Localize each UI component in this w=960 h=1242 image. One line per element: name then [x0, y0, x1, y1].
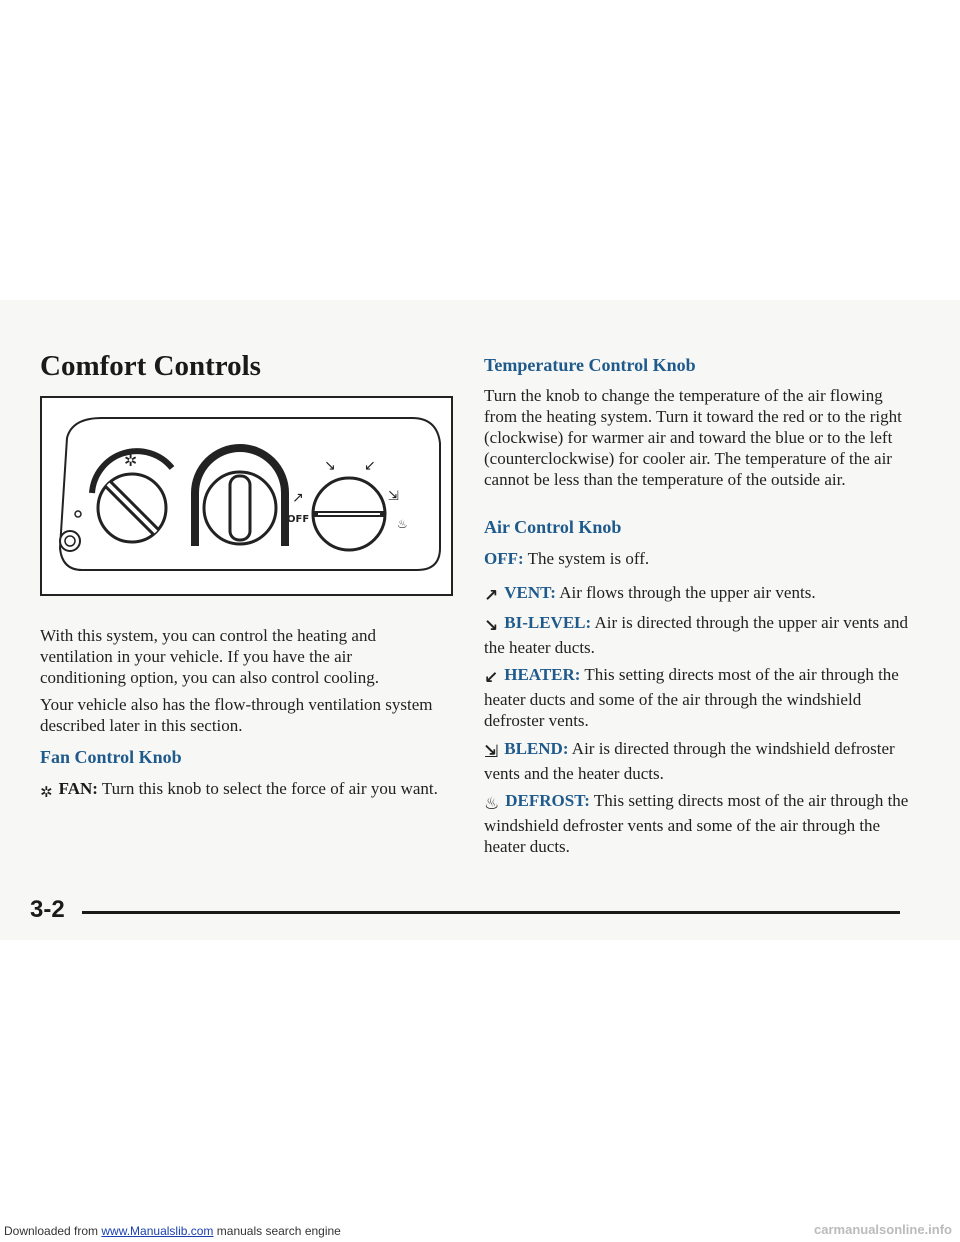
control-panel-illustration — [42, 398, 455, 598]
bilevel-text: Air is directed through the upper air vents and the heater ducts. — [484, 613, 908, 657]
defrost-text: This setting directs most of the air through the windshield defroster vents and some of the air through the heater ducts. — [484, 791, 909, 856]
fan-term: FAN: — [58, 779, 98, 798]
bilevel-term: BI-LEVEL: — [504, 613, 592, 632]
defrost-icon: ♨ — [484, 794, 500, 814]
bilevel-description — [484, 612, 914, 658]
fan-section-heading — [40, 747, 440, 768]
ac-button[interactable] — [60, 531, 80, 551]
ventilation-paragraph — [40, 694, 440, 736]
air-heading: Air Control Knob — [484, 517, 622, 537]
heater-icon: ↙ — [484, 668, 499, 688]
fan-heading: Fan Control Knob — [40, 747, 182, 767]
fan-icon: ✲ — [124, 451, 138, 470]
ventilation-text: Your vehicle also has the flow-through ventilation system described later in this section. — [40, 695, 433, 735]
heater-text: This setting directs most of the air through the heater ducts and some of the air through the windshield defroster vents. — [484, 665, 899, 730]
defrost-icon: ♨ — [397, 517, 408, 531]
fan-icon: ✲ — [40, 783, 53, 801]
off-description — [484, 548, 914, 569]
heater-icon: ↙ — [364, 458, 376, 474]
intro-paragraph — [40, 625, 440, 688]
vent-description — [484, 582, 914, 607]
off-term: OFF: — [484, 549, 524, 568]
temperature-knob[interactable] — [195, 448, 285, 546]
temperature-description — [484, 385, 914, 490]
low-dot-icon — [75, 511, 81, 517]
air-heading-block — [484, 517, 914, 538]
download-prefix: Downloaded from — [4, 1224, 102, 1238]
vent-icon: ↗ — [292, 490, 304, 506]
heater-description — [484, 664, 914, 731]
download-footer — [4, 1224, 341, 1238]
page-title: Comfort Controls — [40, 350, 261, 382]
bilevel-icon: ↘ — [324, 458, 336, 474]
vent-term: VENT: — [504, 583, 556, 602]
fan-text: Turn this knob to select the force of air you want. — [97, 779, 438, 798]
off-text: The system is off. — [523, 549, 650, 568]
temperature-heading: Temperature Control Knob — [484, 355, 696, 375]
temperature-text: Turn the knob to change the temperature of the air flowing from the heating system. Turn it toward the red or to the right (clockwise) for warmer air and toward the blue or to the left (counterclockwise) for cooler air. The temperature of the air cannot be less than the temperature of the outside air. — [484, 386, 902, 489]
blend-icon: ⇲ — [484, 742, 499, 762]
page-number: 3-2 — [30, 896, 65, 923]
blend-icon: ⇲ — [388, 489, 399, 504]
footer-divider — [82, 911, 900, 914]
fan-description — [40, 778, 440, 803]
blend-text: Air is directed through the windshield defroster vents and the heater ducts. — [484, 739, 895, 783]
blend-term: BLEND: — [504, 739, 569, 758]
vent-icon: ↗ — [484, 586, 499, 606]
manualslib-link[interactable]: www.Manualslib.com — [101, 1224, 214, 1238]
defrost-term: DEFROST: — [505, 791, 590, 810]
vent-text: Air flows through the upper air vents. — [555, 583, 816, 602]
defrost-description — [484, 790, 914, 857]
off-label: OFF — [287, 514, 310, 525]
temperature-heading-block — [484, 355, 914, 376]
bilevel-icon: ↘ — [484, 616, 499, 636]
download-suffix: manuals search engine — [213, 1224, 341, 1238]
watermark: carmanualsonline.info — [814, 1222, 952, 1237]
blend-description — [484, 738, 914, 784]
air-knob[interactable] — [313, 478, 385, 550]
control-panel-figure — [40, 396, 453, 596]
heater-term: HEATER: — [504, 665, 581, 684]
intro-text: With this system, you can control the heating and ventilation in your vehicle. If you have the air conditioning option, you can also control cooling. — [40, 626, 380, 687]
